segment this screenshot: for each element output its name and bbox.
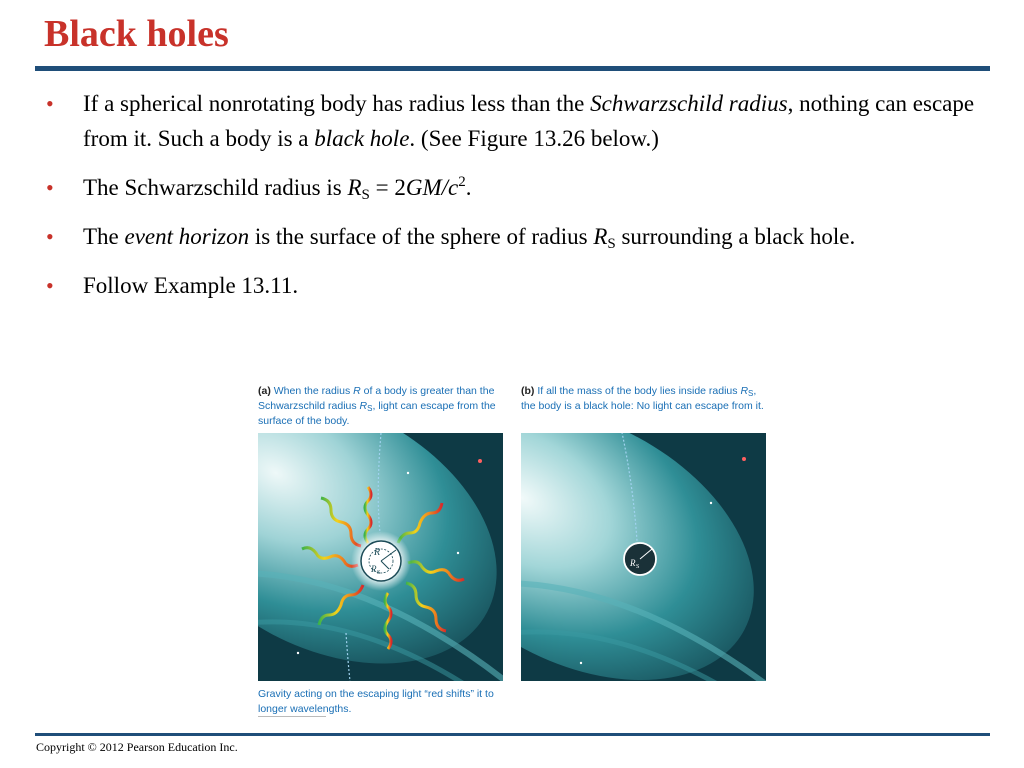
caption-text: , light can escape from the surface of the body. [258, 400, 496, 427]
footer-divider [35, 733, 990, 736]
formula-gm-over-c: GM/c [405, 175, 459, 200]
figure-a-letter: (a) [258, 385, 271, 397]
label-rs-subscript: S [377, 570, 381, 576]
bullet-text: The [83, 224, 125, 249]
caption-underline [258, 716, 326, 717]
star [580, 662, 582, 664]
caption-subscript: S [367, 404, 373, 413]
figure-b-caption [521, 384, 771, 414]
term-black-hole: black hole [314, 126, 410, 151]
star [457, 552, 459, 554]
term-schwarzschild-radius: Schwarzschild radius [590, 91, 788, 116]
bullet-text: Follow Example 13.11. [83, 273, 299, 298]
figure-a-panel [258, 433, 503, 681]
label-rs: R [371, 564, 377, 574]
symbol-r: R [347, 175, 362, 200]
subscript-s: S [361, 187, 370, 203]
bullet-text: . [465, 175, 472, 200]
bullet-text: , nothing can escape from it. Such a body is a [83, 91, 975, 151]
label-r: R [374, 547, 381, 558]
star [742, 457, 746, 461]
figure-b-panel [521, 433, 766, 681]
superscript-2: 2 [458, 174, 466, 190]
label-rs-subscript: S [636, 564, 640, 570]
star [297, 652, 299, 654]
term-event-horizon: event horizon [124, 224, 250, 249]
figure-a-caption [258, 384, 508, 429]
bullet-text: is the surface of the sphere of radius [249, 224, 594, 249]
bullet-text: . (See Figure 13.26 below.) [409, 126, 659, 151]
caption-text: When the radius [270, 385, 354, 397]
title-divider [35, 66, 990, 71]
caption-symbol: R [353, 385, 361, 397]
bullet-text: = 2 [369, 175, 406, 200]
star [478, 459, 482, 463]
caption-text: of a body is greater than the Schwarzschild radius [258, 385, 495, 412]
caption-subscript: S [748, 389, 754, 398]
symbol-r: R [593, 224, 608, 249]
bullet-text: If a spherical nonrotating body has radius less than the [83, 91, 591, 116]
caption-text: , the body is a black hole: No light can escape from it. [521, 385, 764, 412]
slide-title: Black holes [44, 13, 229, 55]
bullet-example [44, 268, 989, 303]
bullet-schwarzschild-definition [44, 86, 989, 156]
star [710, 502, 712, 504]
bullet-list [44, 86, 989, 317]
caption-symbol: R [359, 400, 368, 412]
figure-a-bottom-caption: Gravity acting on the escaping light “red shifts” it to longer wavelengths. [258, 688, 494, 715]
bullet-text: surrounding a black hole. [615, 224, 856, 249]
subscript-s: S [607, 236, 616, 252]
bullet-text: The Schwarzschild radius is [83, 175, 348, 200]
label-rs: R [630, 558, 636, 568]
bullet-schwarzschild-formula [44, 170, 989, 205]
star [407, 472, 409, 474]
caption-symbol: R [740, 385, 749, 397]
caption-text: If all the mass of the body lies inside radius [534, 385, 741, 397]
copyright-notice: Copyright © 2012 Pearson Education Inc. [36, 740, 238, 754]
figure-b-letter: (b) [521, 385, 535, 397]
bullet-event-horizon [44, 219, 989, 254]
